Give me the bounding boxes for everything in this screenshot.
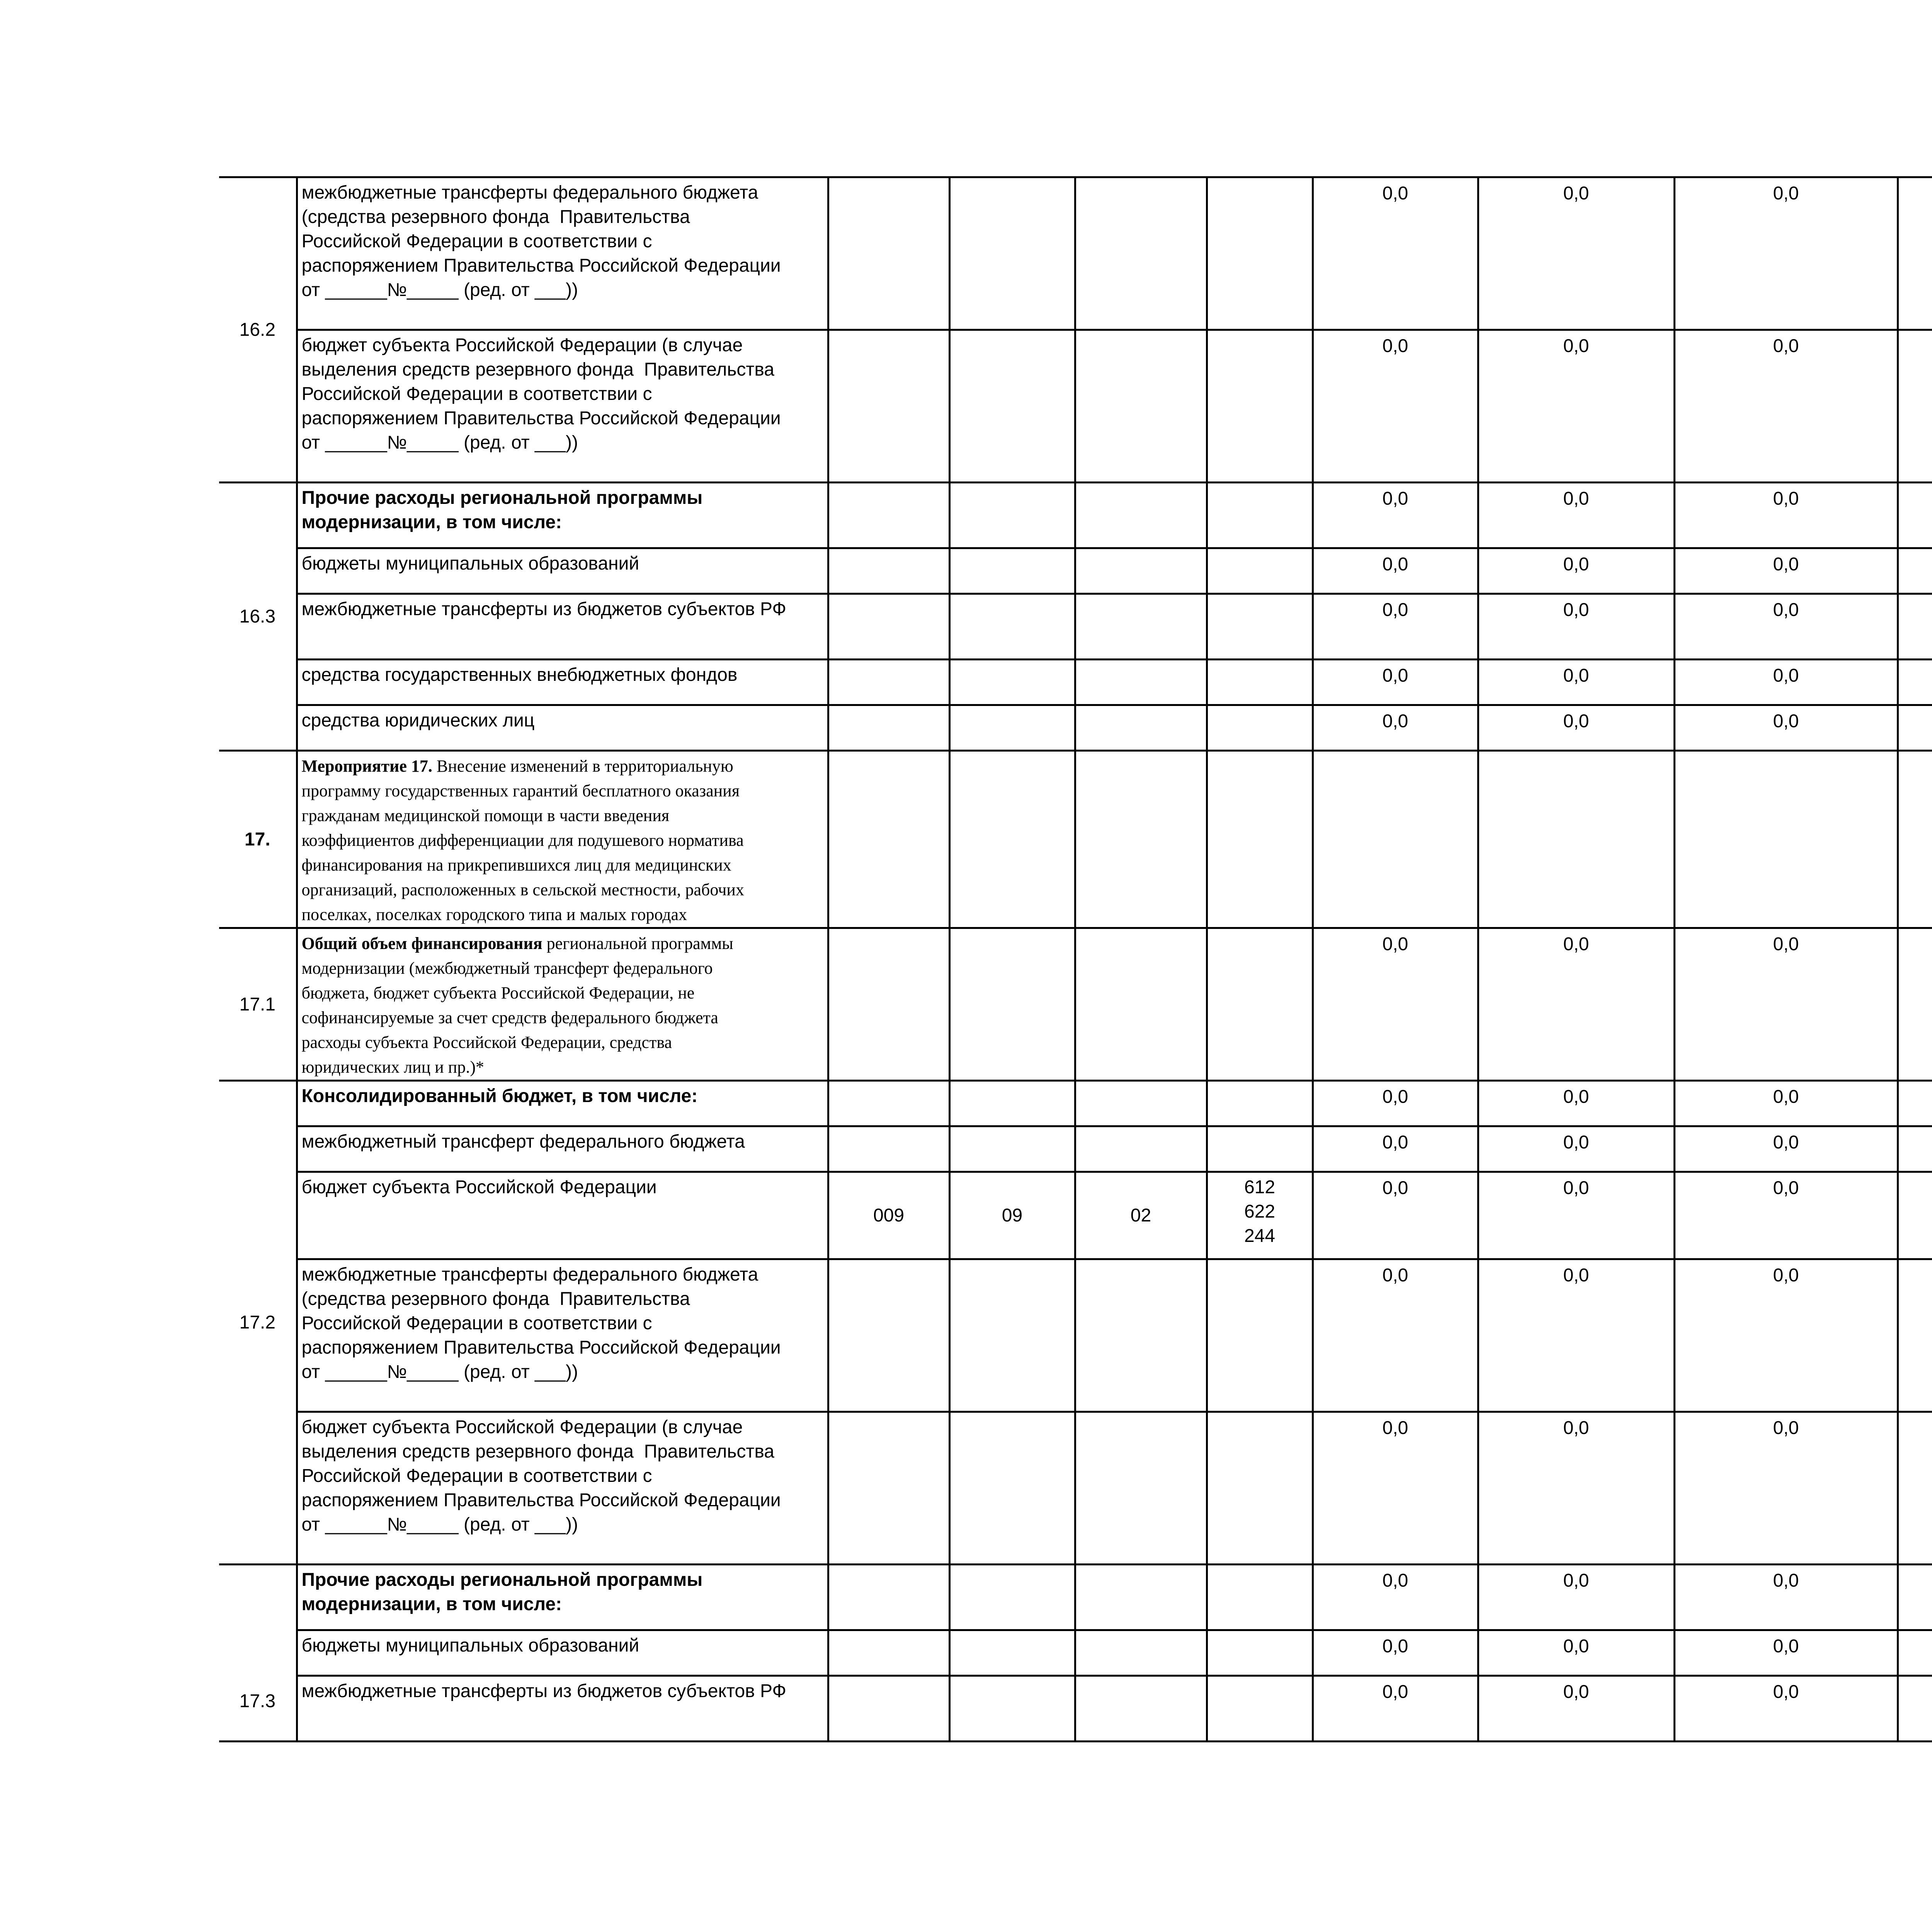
value-cell: 0,0	[1478, 330, 1674, 483]
value-cell: 0,0	[1313, 1259, 1478, 1412]
value-cell: 0,0	[1313, 928, 1478, 1081]
budget-code-cell	[828, 177, 949, 330]
table-row	[219, 1565, 1932, 1630]
empty-cell	[949, 548, 1075, 594]
section-code-cell: 09	[949, 1172, 1075, 1259]
empty-cell	[1207, 1676, 1313, 1742]
empty-cell	[1075, 1630, 1207, 1676]
table-row	[219, 1630, 1932, 1676]
row-description: межбюджетные трансферты из бюджетов субъектов РФ	[297, 594, 828, 660]
value-cell: 0,0	[1478, 660, 1674, 705]
value-cell: 0,0	[1313, 1565, 1478, 1630]
row-description: межбюджетные трансферты федерального бюджета (средства резервного фонда Правительства Российской Федерации в соответствии с распоряжением Правительства Российской Федерации от ______№_____ (ред. от ___))	[297, 1259, 828, 1412]
value-cell: 0,0	[1674, 1172, 1898, 1259]
empty-cell	[1207, 705, 1313, 751]
value-cell: 0,0	[1313, 177, 1478, 330]
empty-cell	[828, 928, 949, 1081]
value-cell: 0,0	[1478, 1259, 1674, 1412]
table-row	[219, 928, 1932, 1081]
empty-cell	[828, 660, 949, 705]
value-cell: 0,0	[1674, 330, 1898, 483]
value-cell: 0,0	[1478, 594, 1674, 660]
empty-cell	[949, 1676, 1075, 1742]
empty-cell	[828, 1081, 949, 1126]
row-index: 17.	[219, 751, 297, 928]
value-cell: 0,0	[1674, 1259, 1898, 1412]
value-cell: 0,0	[1478, 548, 1674, 594]
table-row	[219, 1081, 1932, 1126]
value-cell: 0,0	[1313, 1081, 1478, 1126]
value-cell: 0,0	[1478, 1676, 1674, 1742]
value-cell: 0,0	[1478, 1412, 1674, 1565]
value-cell: 0,0	[1674, 483, 1898, 548]
row-description: межбюджетные трансферты из бюджетов субъектов РФ	[297, 1676, 828, 1742]
table-row	[219, 1676, 1932, 1742]
value-cell: 0,0	[1313, 1412, 1478, 1565]
empty-cell	[1478, 751, 1674, 928]
empty-cell	[949, 1412, 1075, 1565]
table-row	[219, 594, 1932, 660]
table-row	[219, 1412, 1932, 1565]
empty-cell	[1207, 1630, 1313, 1676]
empty-cell	[1075, 1565, 1207, 1630]
empty-cell	[1075, 594, 1207, 660]
row-description: бюджет субъекта Российской Федерации	[297, 1172, 828, 1259]
empty-cell	[1207, 1126, 1313, 1172]
empty-cell	[1207, 1565, 1313, 1630]
budget-table	[219, 176, 1932, 1742]
value-cell: 0,0	[1313, 330, 1478, 483]
empty-cell	[1207, 660, 1313, 705]
value-cell: 0,0	[1674, 1412, 1898, 1565]
value-cell: 0,0	[1313, 1676, 1478, 1742]
value-cell: 0,0	[1478, 1565, 1674, 1630]
value-cell: 0,0	[1313, 705, 1478, 751]
value-cell: 0,0	[1478, 928, 1674, 1081]
value-cell: 0,0	[1478, 483, 1674, 548]
budget-code-cell	[1075, 177, 1207, 330]
value-cell	[1898, 705, 1932, 751]
row-description: межбюджетный трансферт федерального бюджета	[297, 1126, 828, 1172]
empty-cell	[949, 1565, 1075, 1630]
value-cell: 0,0	[1674, 177, 1898, 330]
empty-cell	[1207, 483, 1313, 548]
value-cell: 0,0	[1478, 1630, 1674, 1676]
empty-cell	[949, 483, 1075, 548]
empty-cell	[1207, 751, 1313, 928]
empty-cell	[1075, 548, 1207, 594]
empty-cell	[1075, 1412, 1207, 1565]
value-cell	[1898, 594, 1932, 660]
row-description: бюджеты муниципальных образований	[297, 1630, 828, 1676]
value-cell: 0,0	[1674, 660, 1898, 705]
value-cell	[1898, 1081, 1932, 1126]
value-cell	[1898, 330, 1932, 483]
empty-cell	[828, 1676, 949, 1742]
expense-type-cell	[1207, 177, 1313, 330]
row-description: бюджеты муниципальных образований	[297, 548, 828, 594]
empty-cell	[828, 1259, 949, 1412]
empty-cell	[1075, 1676, 1207, 1742]
value-cell: 0,0	[1313, 660, 1478, 705]
empty-cell	[828, 705, 949, 751]
value-cell: 0,0	[1674, 1630, 1898, 1676]
value-cell: 0,0	[1674, 705, 1898, 751]
empty-cell	[828, 1126, 949, 1172]
table-row	[219, 1126, 1932, 1172]
empty-cell	[1207, 1412, 1313, 1565]
row-description: Консолидированный бюджет, в том числе:	[297, 1081, 828, 1126]
value-cell: 0,0	[1313, 1630, 1478, 1676]
empty-cell	[949, 1259, 1075, 1412]
empty-cell	[949, 705, 1075, 751]
empty-cell	[1075, 1081, 1207, 1126]
budget-code-cell	[949, 177, 1075, 330]
table-row	[219, 483, 1932, 548]
value-cell: 0,0	[1674, 928, 1898, 1081]
value-cell	[1898, 928, 1932, 1081]
value-cell: 0,0	[1313, 594, 1478, 660]
value-cell: 0,0	[1313, 483, 1478, 548]
empty-cell	[828, 1565, 949, 1630]
value-cell: 0,0	[1674, 548, 1898, 594]
empty-cell	[949, 928, 1075, 1081]
value-cell: 0,0	[1478, 1126, 1674, 1172]
empty-cell	[949, 1126, 1075, 1172]
empty-cell	[828, 483, 949, 548]
value-cell	[1898, 548, 1932, 594]
empty-cell	[828, 751, 949, 928]
row-description: бюджет субъекта Российской Федерации (в случае выделения средств резервного фонда Правительства Российской Федерации в соответствии с распоряжением Правительства Российской Федерации от ______№_____ (ред. от ___))	[297, 1412, 828, 1565]
empty-cell	[828, 594, 949, 660]
value-cell: 0,0	[1313, 1172, 1478, 1259]
empty-cell	[949, 1081, 1075, 1126]
row-description: Мероприятие 17. Внесение изменений в территориальную программу государственных гарантий бесплатного оказания гражданам медицинской помощи в части введения коэффициентов дифференциации для подушевого норматива финансирования на прикрепившихся лиц для медицинских организаций, расположенных в сельской местности, рабочих поселках, поселках городского типа и малых городах	[297, 751, 828, 928]
empty-cell	[949, 660, 1075, 705]
empty-cell	[1075, 1126, 1207, 1172]
value-cell: 0,0	[1674, 1676, 1898, 1742]
table-row	[219, 751, 1932, 928]
value-cell: 0,0	[1478, 1172, 1674, 1259]
empty-cell	[949, 330, 1075, 483]
value-cell	[1898, 1412, 1932, 1565]
row-index: 17.2	[219, 1081, 297, 1565]
table-row	[219, 177, 1932, 330]
row-description: средства юридических лиц	[297, 705, 828, 751]
row-index: 16.3	[219, 483, 297, 751]
row-index: 17.1	[219, 928, 297, 1081]
table-row	[219, 330, 1932, 483]
row-description: бюджет субъекта Российской Федерации (в случае выделения средств резервного фонда Правительства Российской Федерации в соответствии с распоряжением Правительства Российской Федерации от ______№_____ (ред. от ___))	[297, 330, 828, 483]
table-row	[219, 660, 1932, 705]
table-row	[219, 1172, 1932, 1259]
empty-cell	[1075, 483, 1207, 548]
row-index: 16.2	[219, 177, 297, 483]
value-cell	[1898, 1172, 1932, 1259]
value-cell	[1898, 1126, 1932, 1172]
table-row	[219, 548, 1932, 594]
table-row	[219, 1259, 1932, 1412]
value-cell: 0,0	[1674, 594, 1898, 660]
empty-cell	[1207, 548, 1313, 594]
row-description: средства государственных внебюджетных фондов	[297, 660, 828, 705]
empty-cell	[949, 751, 1075, 928]
value-cell	[1898, 1565, 1932, 1630]
table-row	[219, 705, 1932, 751]
value-cell	[1898, 660, 1932, 705]
value-cell	[1898, 1259, 1932, 1412]
empty-cell	[1313, 751, 1478, 928]
empty-cell	[1075, 705, 1207, 751]
row-index: 17.3	[219, 1565, 297, 1742]
empty-cell	[1674, 751, 1898, 928]
empty-cell	[828, 548, 949, 594]
row-description: Прочие расходы региональной программы модернизации, в том числе:	[297, 1565, 828, 1630]
empty-cell	[1075, 330, 1207, 483]
subsection-code-cell: 02	[1075, 1172, 1207, 1259]
value-cell: 0,0	[1478, 1081, 1674, 1126]
empty-cell	[1207, 330, 1313, 483]
value-cell	[1898, 1630, 1932, 1676]
empty-cell	[1207, 594, 1313, 660]
ministry-code-cell: 009	[828, 1172, 949, 1259]
expense-type-cell: 612 622 244	[1207, 1172, 1313, 1259]
value-cell	[1898, 1676, 1932, 1742]
empty-cell	[1075, 751, 1207, 928]
empty-cell	[949, 594, 1075, 660]
empty-cell	[949, 1630, 1075, 1676]
empty-cell	[1207, 1081, 1313, 1126]
empty-cell	[1075, 1259, 1207, 1412]
empty-cell	[1898, 751, 1932, 928]
empty-cell	[828, 1630, 949, 1676]
row-description: межбюджетные трансферты федерального бюджета (средства резервного фонда Правительства Российской Федерации в соответствии с распоряжением Правительства Российской Федерации от ______№_____ (ред. от ___))	[297, 177, 828, 330]
empty-cell	[1075, 660, 1207, 705]
empty-cell	[1075, 928, 1207, 1081]
value-cell	[1898, 177, 1932, 330]
value-cell	[1898, 483, 1932, 548]
empty-cell	[1207, 1259, 1313, 1412]
value-cell: 0,0	[1674, 1081, 1898, 1126]
row-description: Общий объем финансирования региональной программы модернизации (межбюджетный трансферт федерального бюджета, бюджет субъекта Российской Федерации, не софинансируемые за счет средств федерального бюджета расходы субъекта Российской Федерации, средства юридических лиц и пр.)*	[297, 928, 828, 1081]
empty-cell	[828, 1412, 949, 1565]
empty-cell	[1207, 928, 1313, 1081]
value-cell: 0,0	[1674, 1126, 1898, 1172]
value-cell: 0,0	[1313, 1126, 1478, 1172]
row-description: Прочие расходы региональной программы модернизации, в том числе:	[297, 483, 828, 548]
value-cell: 0,0	[1313, 548, 1478, 594]
value-cell: 0,0	[1478, 177, 1674, 330]
empty-cell	[828, 330, 949, 483]
value-cell: 0,0	[1478, 705, 1674, 751]
value-cell: 0,0	[1674, 1565, 1898, 1630]
